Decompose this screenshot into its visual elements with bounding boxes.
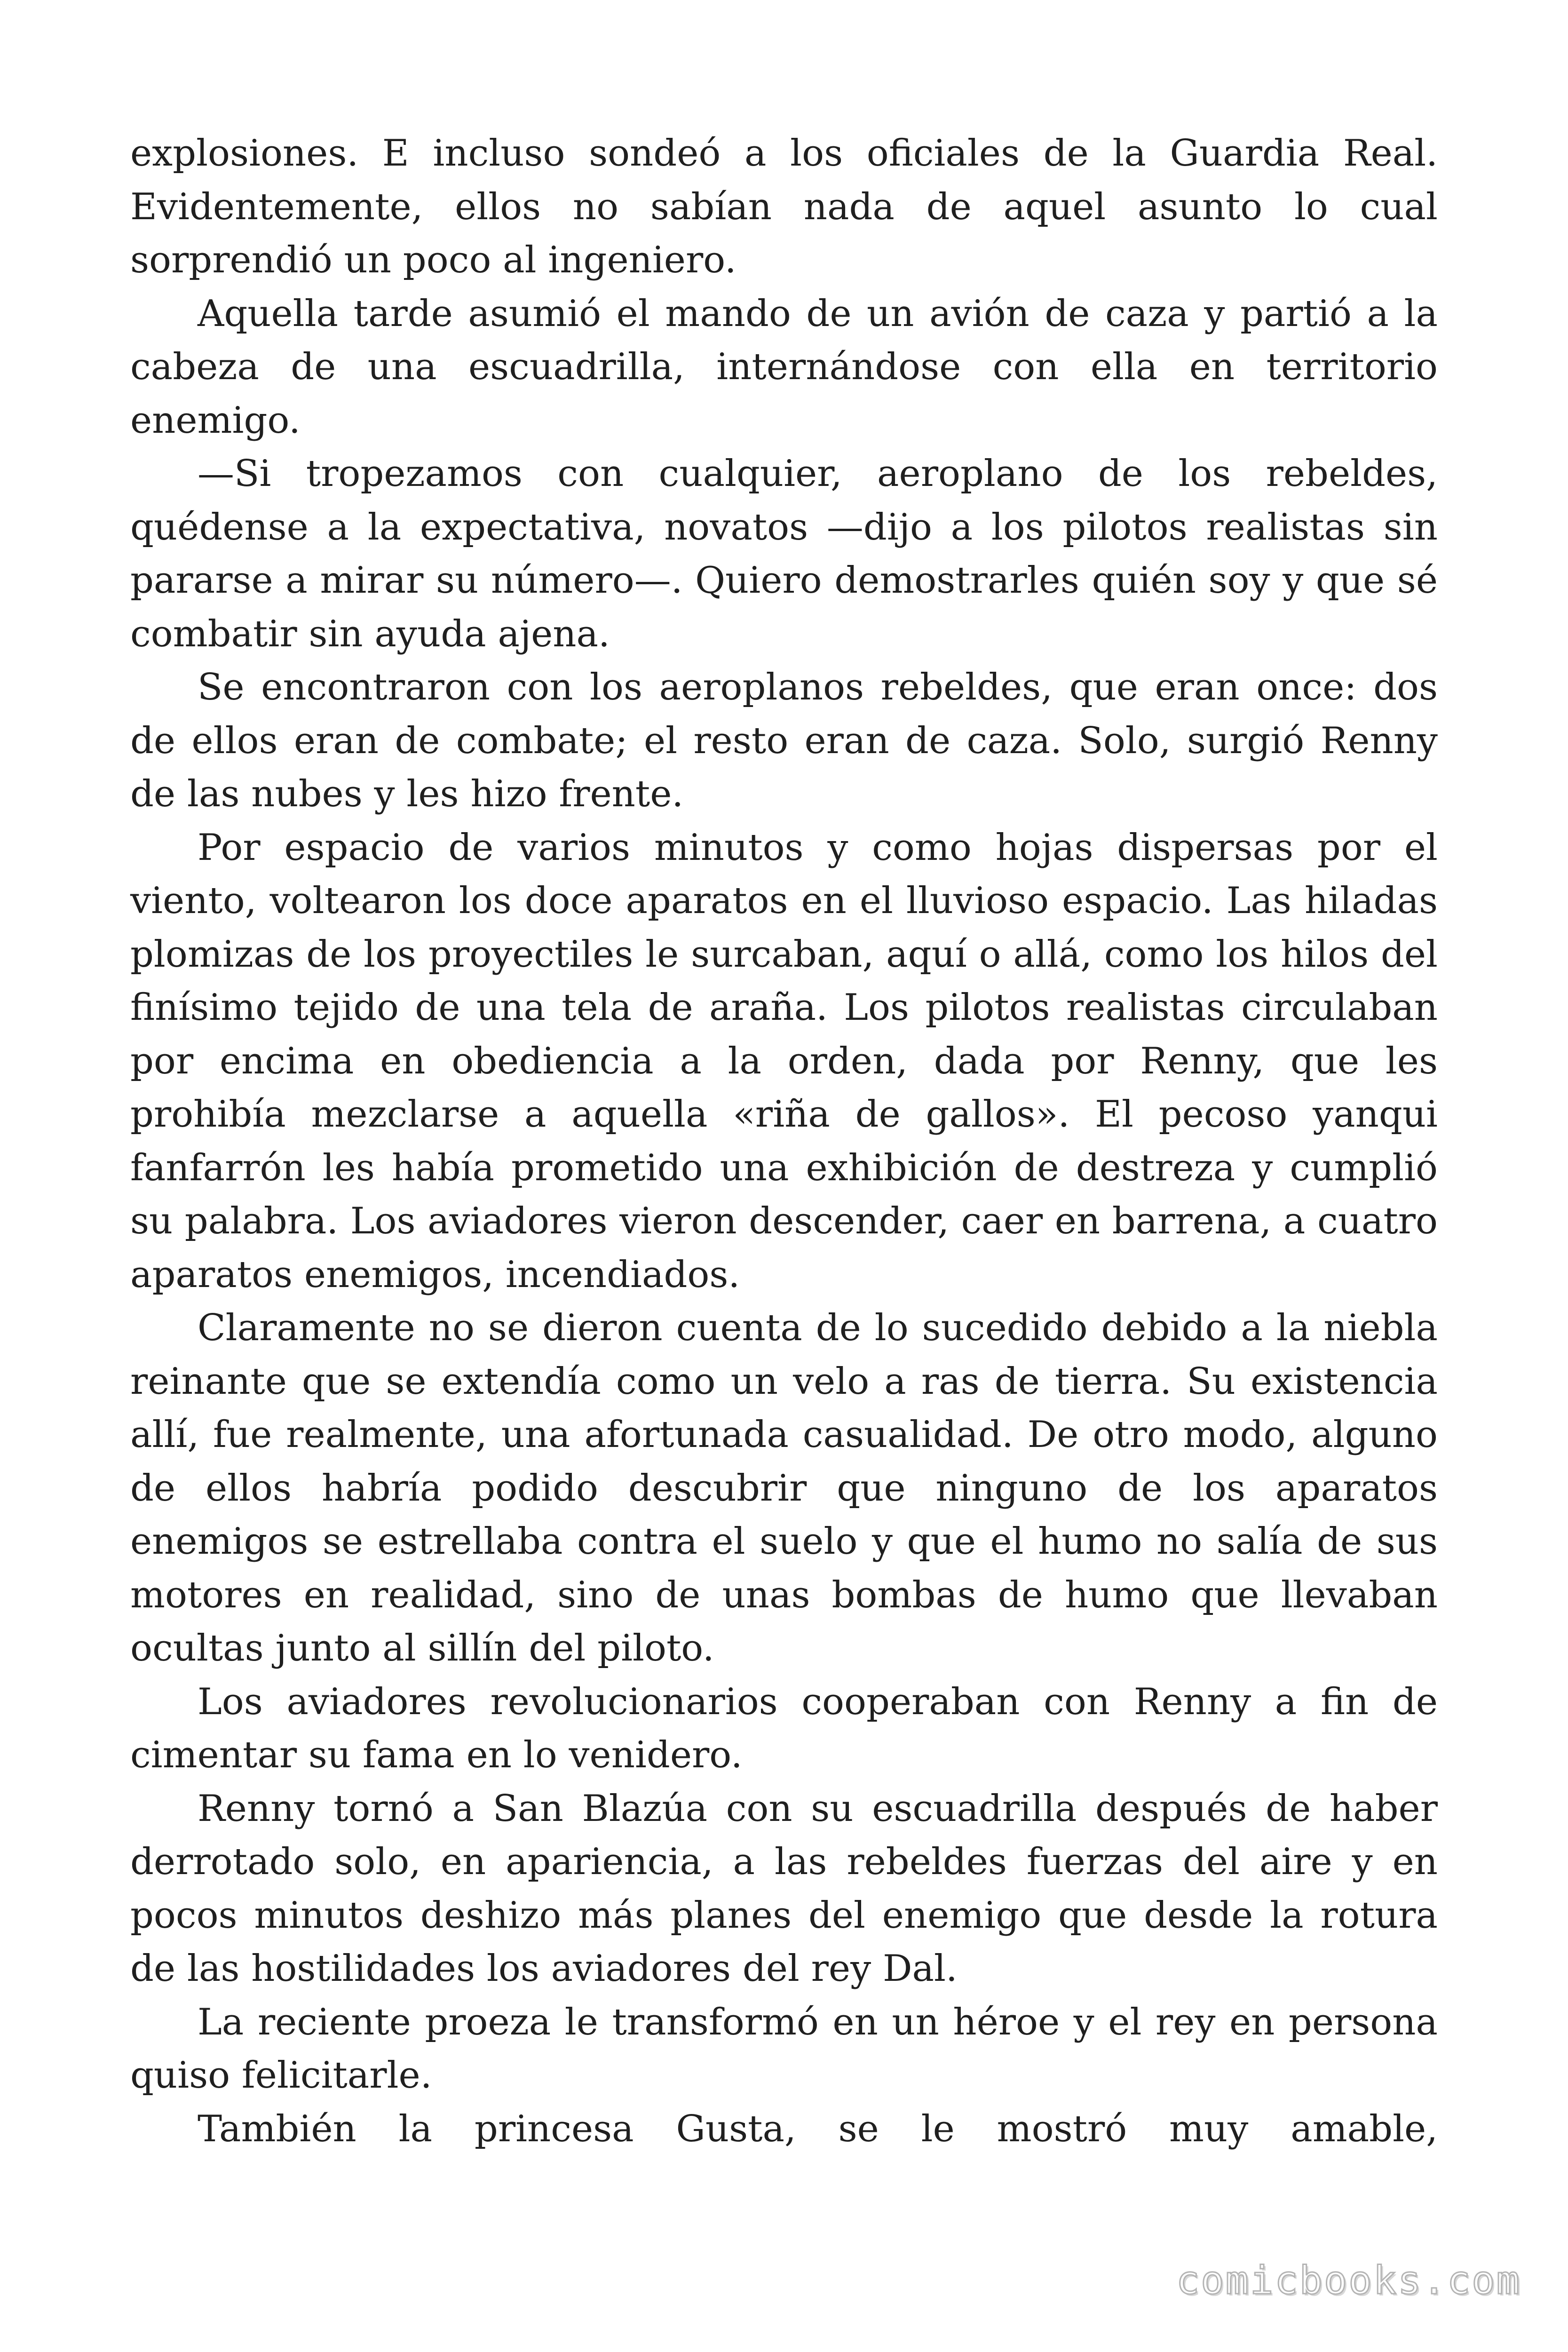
book-page-text	[130, 127, 1438, 2156]
paragraph-10: También la princesa Gusta, se le mostró muy amable,	[198, 2107, 1438, 2150]
paragraph-3: —Si tropezamos con cualquier, aeroplano de los rebeldes, quédense a la expectativa, novatos —dijo a los pilotos realistas sin pararse a mirar su número—. Quiero demostrarles quién soy y que sé combatir sin ayuda ajena.	[130, 453, 1438, 655]
paragraph-8: Renny tornó a San Blazúa con su escuadrilla después de haber derrotado solo, en apariencia, a las rebeldes fuerzas del aire y en pocos minutos deshizo más planes del enemigo que desde la rotura de las hostilidades los aviadores del rey Dal.	[130, 1787, 1438, 1990]
paragraph-4: Se encontraron con los aeroplanos rebeldes, que eran once: dos de ellos eran de combate; el resto eran de caza. Solo, surgió Renny de las nubes y les hizo frente.	[130, 666, 1438, 815]
paragraph-1: explosiones. E incluso sondeó a los oficiales de la Guardia Real. Evidentemente, ellos no sabían nada de aquel asunto lo cual sorprendió un poco al ingeniero.	[130, 132, 1438, 281]
paragraph-6: Claramente no se dieron cuenta de lo sucedido debido a la niebla reinante que se extendía como un velo a ras de tierra. Su existencia allí, fue realmente, una afortunada casualidad. De otro modo, alguno de ellos habría podido descubrir que ninguno de los aparatos enemigos se estrellaba contra el suelo y que el humo no salía de sus motores en realidad, sino de unas bombas de humo que llevaban ocultas junto al sillín del piloto.	[130, 1307, 1438, 1669]
paragraph-2: Aquella tarde asumió el mando de un avión de caza y partió a la cabeza de una escuadrilla, internándose con ella en territorio enemigo.	[130, 292, 1438, 442]
paragraph-9: La reciente proeza le transformó en un héroe y el rey en persona quiso felicitarle.	[130, 2001, 1438, 2097]
watermark-logo: comicbooks.com	[1176, 2258, 1521, 2303]
paragraph-7: Los aviadores revolucionarios cooperaban con Renny a fin de cimentar su fama en lo venidero.	[130, 1680, 1438, 1776]
paragraph-5: Por espacio de varios minutos y como hojas dispersas por el viento, voltearon los doce aparatos en el lluvioso espacio. Las hiladas plomizas de los proyectiles le surcaban, aquí o allá, como los hilos del finísimo tejido de una tela de araña. Los pilotos realistas circulaban por encima en obediencia a la orden, dada por Renny, que les prohibía mezclarse a aquella «riña de gallos». El pecoso yanqui fanfarrón les había prometido una exhibición de destreza y cumplió su palabra. Los aviadores vieron descender, caer en barrena, a cuatro aparatos enemigos, incendiados.	[130, 826, 1438, 1296]
